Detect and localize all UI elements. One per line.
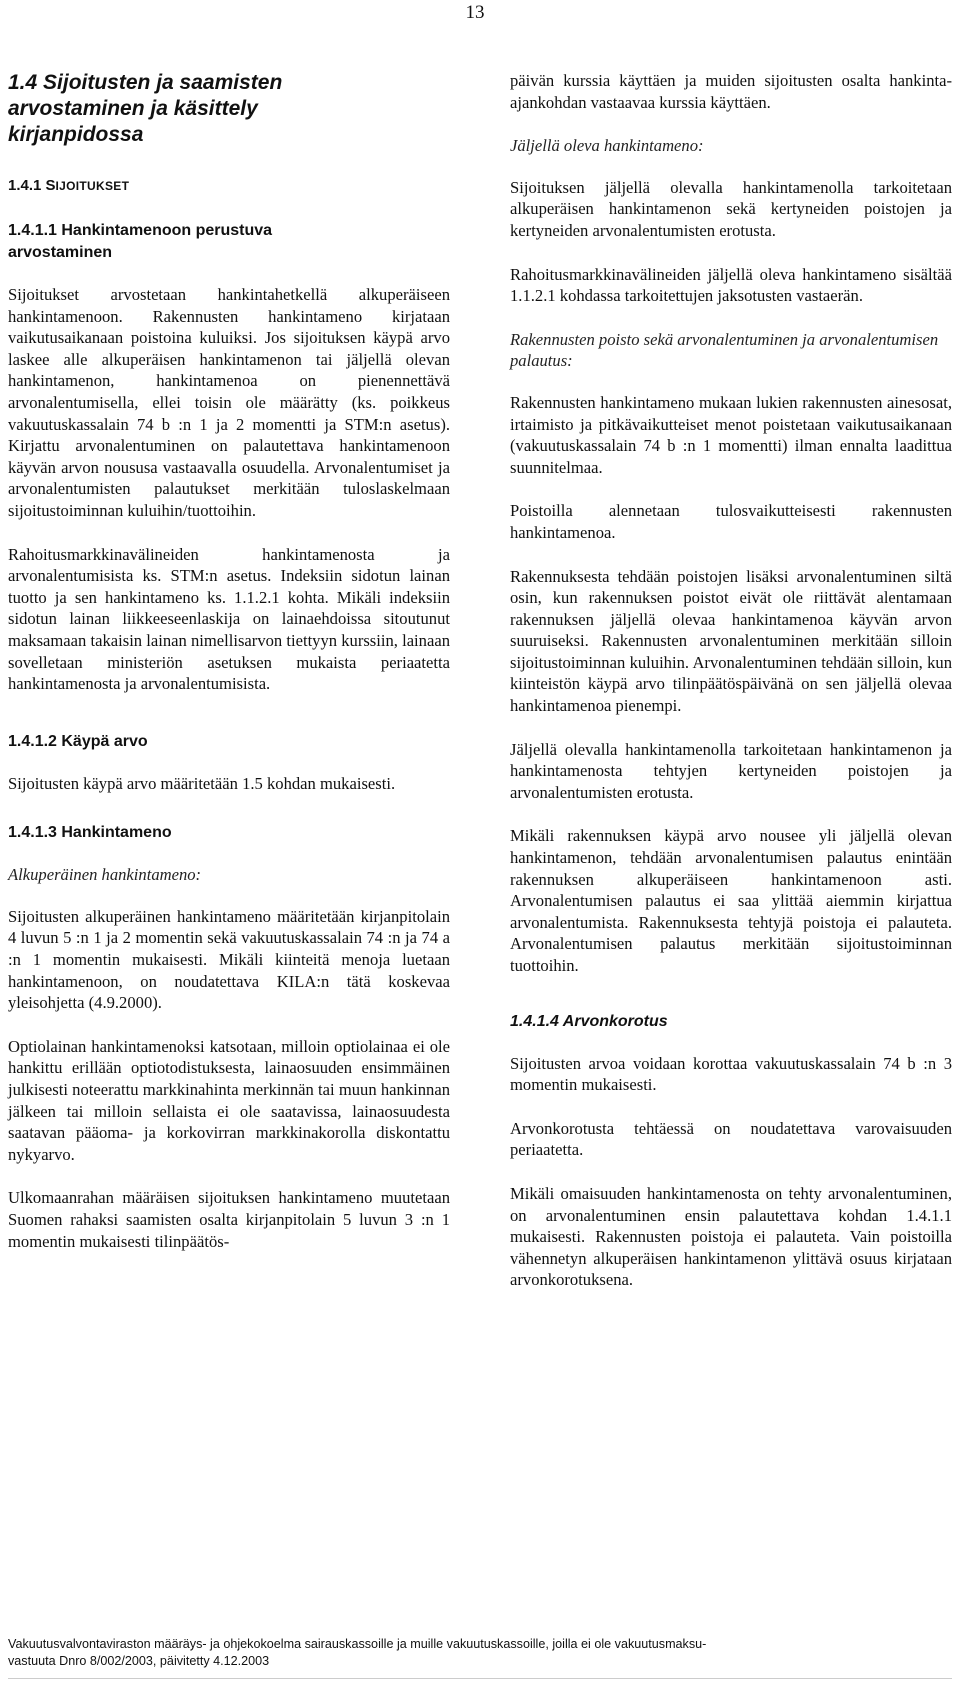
heading-1-4-1-2: 1.4.1.2 Käypä arvo [8, 732, 148, 750]
paragraph: Sijoitusten arvoa voidaan korottaa vakuutuskassalain 74 b :n 3 momentin mukaisesti. [510, 1053, 952, 1095]
paragraph: Rakennuksesta tehdään poistojen lisäksi arvonalentuminen siltä osin, kun rakennuksen poistot eivät ole riittävät alentamaan rakennuksen jäljellä olevaa hankintamenoa käyvän arvon suuruiseksi. Rakennusten arvonalentuminen merkitään silloin sijoitustoiminnan kuluihin. Arvonalentuminen tehdään silloin, kun kiinteistön käypä arvo tilinpäätöspäivänä on sen jäljellä olevaa hankintamenoa pienempi. [510, 566, 952, 716]
section-heading-line: arvostaminen ja käsittely [8, 97, 258, 120]
footer-line: Vakuutusvalvontaviraston määräys- ja ohjekokoelma sairauskassoille ja muille vakuutuskassoille, joilla ei ole vakuutusmaksu- [8, 1637, 707, 1651]
section-heading-line: 1.4 Sijoitusten ja saamisten [8, 71, 283, 94]
paragraph: Sijoituksen jäljellä olevalla hankintamenolla tarkoitetaan alkuperäisen hankintamenon sekä kertyneiden poistojen ja kertyneiden arvonalentumisten erotusta. [510, 177, 952, 240]
section-heading-line: kirjanpidossa [8, 123, 144, 146]
paragraph: päivän kurssia käyttäen ja muiden sijoitusten osalta hankinta-ajankohdan vastaavaa kurssia käyttäen. [510, 71, 952, 112]
paragraph: Sijoitusten alkuperäinen hankintameno määritetään kirjanpitolain 4 luvun 5 :n 1 ja 2 momentin sekä vakuutuskassalain 74 :n ja 74 a :n 1 momentin mukaisesti. Mikäli kiinteitä menoja luetaan hankintamenoon, on noudatettava KILA:n tätä koskevaa yleisohjetta (4.9.2000). [8, 906, 450, 1013]
paragraph: Rahoitusmarkkinavälineiden hankintamenosta ja arvonalentumisista ks. STM:n asetus. Indeksiin sidotun lainan tuotto ja sen hankintameno ks. 1.1.2.1 kohta. Mikäli indeksiin sidotun lainan liikkeeseenlaskija on lainaehdoissa sitoutunut maksamaan takaisin lainan nimellisarvon tiettyyn kurssiin, lainaan sovelletaan ministeriön asetuksen mukaista periaatetta hankintamenosta ja arvonalentumisista. [8, 544, 450, 694]
subsection-heading-1-4-1 [8, 176, 450, 196]
paragraph: Sijoitusten käypä arvo määritetään 1.5 kohdan mukaisesti. [8, 773, 396, 793]
subsection-heading-rest: IJOITUKSET [55, 179, 130, 193]
right-column [510, 70, 952, 1313]
paragraph: Jäljellä olevalla hankintamenolla tarkoitetaan hankintamenon ja hankintamenosta tehtyjen kertyneiden poistojen ja arvonalentumisten erotusta. [510, 739, 952, 802]
subsection-heading-num: 1.4.1 S [8, 177, 56, 194]
page-number: 13 [465, 2, 485, 23]
paragraph: Sijoitukset arvostetaan hankintahetkellä alkuperäiseen hankintamenoon. Rakennusten hankintameno kirjataan vaikutusaikanaan poistoina kuluiksi. Jos sijoituksen käypä arvo laskee alle alkuperäisen hankintamenon tai jäljellä olevan hankintamenon, hankintamenoa on pienennettävä arvonalentumisella, ellei toisin ole määrätty (ks. poikkeus vakuutuskassalain 74 b :n 1 ja 2 momentti ja STM:n asetus). Kirjattu arvonalentuminen on palautettava hankintamenoon käyvän arvon noususa vastaavalla osuudella. Arvonalentumiset ja arvonalentumisten palautukset merkitään tuloslaskelmaan sijoitustoiminnan kuluihin/tuottoihin. [8, 285, 450, 520]
paragraph: Optiolainan hankintamenoksi katsotaan, milloin optiolainaa ei ole hankittu erillään optiotodistuksesta, lainaosuuden ensimmäinen julkisesti noteerattu markkinahinta merkinnän tai muun hankinnan jälkeen tai milloin sellaista ei ole saatavissa, lainaosuudesta saatavan pääoma- ja korkovirran markkinakorolla diskontattu nykyarvo. [8, 1036, 450, 1164]
heading-1-4-1-4: 1.4.1.4 Arvonkorotus [510, 1012, 668, 1030]
paragraph: Arvonkorotusta tehtäessä on noudatettava varovaisuuden periaatetta. [510, 1118, 952, 1160]
paragraph: Mikäli omaisuuden hankintamenosta on tehty arvonalentuminen, on arvonalentuminen ensin palautettava kohdan 1.4.1.1 mukaisesti. Rakennusten poistoja ei palauteta. Vain poistoilla vähennetyn alkuperäisen hankintamenon ylittävä osuus kirjataan arvonkorotuksena. [510, 1183, 952, 1290]
subheading-remaining-acquisition-cost: Jäljellä oleva hankintameno: [510, 136, 704, 156]
subheading-building-depreciation: Rakennusten poisto sekä arvonalentuminen ja arvonalentumisen palautus: [510, 329, 939, 371]
heading-line: 1.4.1.1 Hankintamenoon perustuva [8, 222, 273, 239]
footer-rule [8, 1678, 952, 1679]
heading-line: arvostaminen [8, 244, 113, 261]
subheading-original-acquisition-cost: Alkuperäinen hankintameno: [8, 865, 202, 885]
heading-1-4-1-3: 1.4.1.3 Hankintameno [8, 824, 172, 842]
paragraph: Rakennusten hankintameno mukaan lukien rakennusten ainesosat, irtaimisto ja pitkävaikutteiset menot poistetaan vaikutusaikanaan (vakuutuskassalain 74 b :n 1 momentti) ilman ennalta laadittua suunnitelmaa. [510, 392, 952, 477]
paragraph: Poistoilla alennetaan tulosvaikutteisesti rakennusten hankintamenoa. [510, 501, 952, 542]
paragraph: Mikäli rakennuksen käypä arvo nousee yli jäljellä olevan hankintamenon, tehdään arvonalentumisen palautus enintään rakennuksen alkuperäiseen hankintamenoon asti. Arvonalentumisen palautus ei saa ylittää aiemmin kirjattua arvonalentumista. Rakennuksesta tehtyjä poistoja ei palauteta. Arvonalentumisen palautus merkitään sijoitustoiminnan tuottoihin. [510, 826, 952, 975]
section-heading-1-4 [8, 70, 450, 148]
page-footer [8, 1636, 952, 1670]
heading-1-4-1-1 [8, 220, 450, 264]
paragraph: Rahoitusmarkkinavälineiden jäljellä oleva hankintameno sisältää 1.1.2.1 kohdassa tarkoitettujen jaksotusten vastaerän. [510, 264, 952, 306]
footer-line: vastuuta Dnro 8/002/2003, päivitetty 4.12.2003 [8, 1654, 270, 1668]
left-column [8, 70, 450, 1274]
paragraph: Ulkomaanrahan määräisen sijoituksen hankintameno muutetaan Suomen rahaksi saamisten osalta kirjanpitolain 5 luvun 3 :n 1 momentin mukaisesti tilinpäätös- [8, 1188, 450, 1251]
